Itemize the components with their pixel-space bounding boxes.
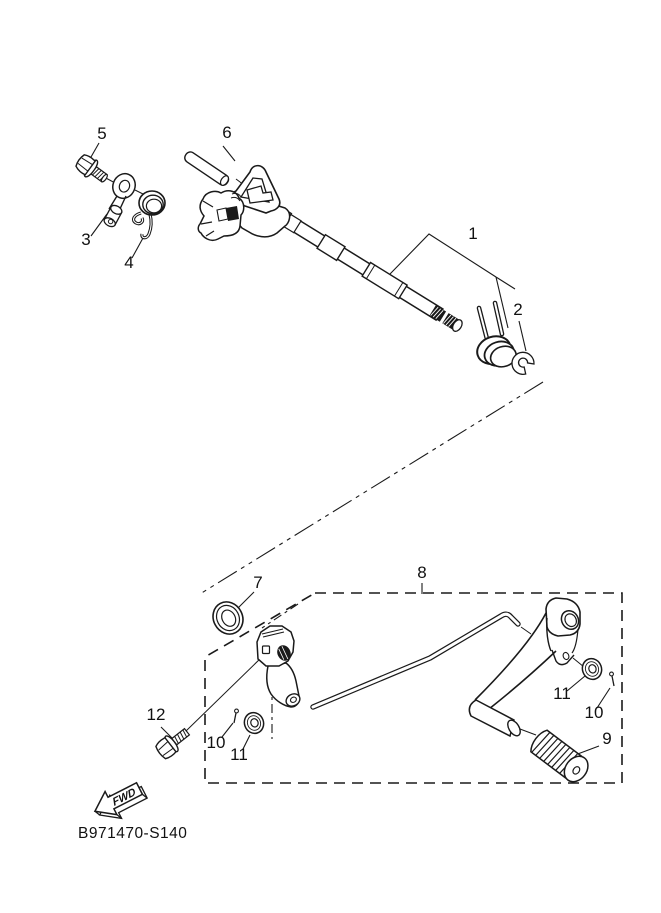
callout-5[interactable]: 5	[97, 124, 107, 143]
callout-4[interactable]: 4	[124, 253, 134, 272]
stopper-bolt	[73, 152, 111, 188]
callout-9[interactable]: 9	[602, 729, 612, 748]
pedal-rubber	[528, 728, 593, 787]
callout-10-right[interactable]: 10	[584, 703, 604, 722]
forward-arrow-label: FWD	[111, 786, 138, 809]
cotter-pin-right	[610, 672, 614, 686]
callout-3[interactable]: 3	[81, 230, 91, 249]
shift-arm	[257, 626, 302, 709]
dowel-pin	[183, 150, 231, 187]
callout-11-left[interactable]: 11	[230, 745, 248, 764]
cotter-pin-left	[234, 709, 238, 723]
shift-pedal	[469, 598, 582, 738]
callout-6[interactable]: 6	[222, 123, 232, 142]
callout-8[interactable]: 8	[417, 563, 427, 582]
callout-2[interactable]: 2	[513, 300, 523, 319]
forward-arrow-icon	[89, 776, 150, 828]
diagram-code-label: B971470-S140	[78, 825, 188, 842]
stopper-lever-spring	[134, 191, 165, 238]
washer-left	[241, 710, 266, 736]
callout-12[interactable]: 12	[146, 705, 166, 724]
callout-11-right[interactable]: 11	[553, 684, 571, 703]
callout-7[interactable]: 7	[253, 573, 263, 592]
callout-1[interactable]: 1	[468, 224, 478, 243]
leader-lines	[91, 143, 610, 755]
shift-shaft	[198, 166, 465, 335]
center-lines	[200, 382, 543, 739]
callout-10-left[interactable]: 10	[206, 733, 226, 752]
shift-rod	[313, 614, 518, 707]
